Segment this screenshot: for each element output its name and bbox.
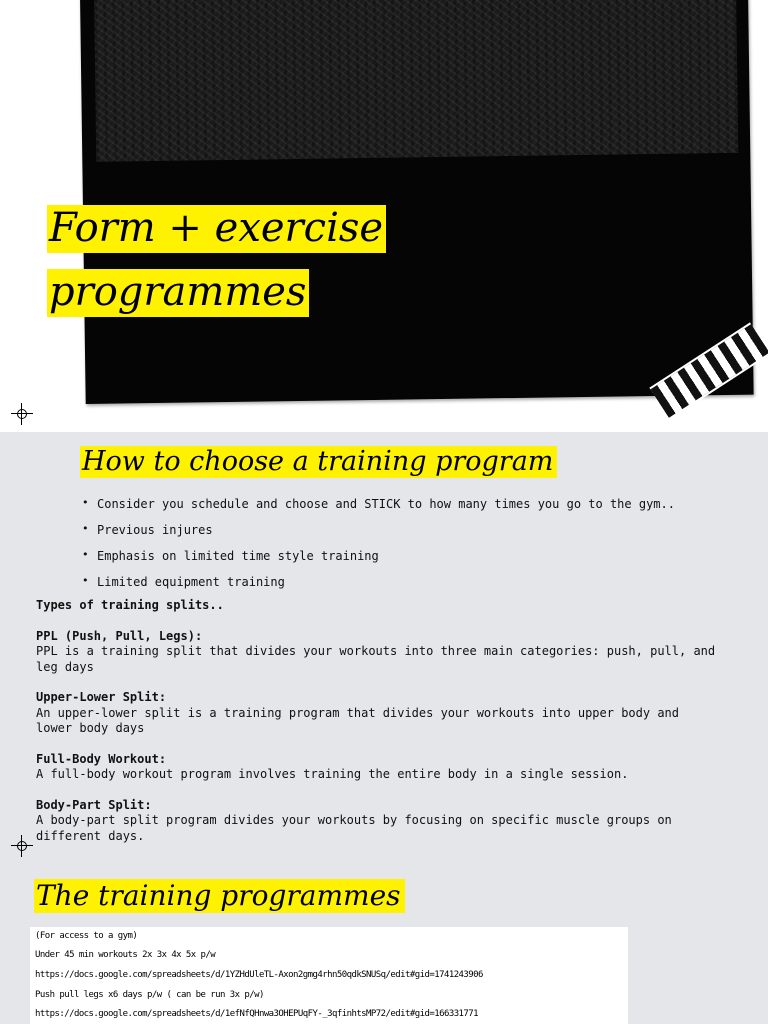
list-item: • Previous injures bbox=[82, 522, 675, 548]
split-name: Full-Body Workout: bbox=[36, 751, 167, 766]
links-box-note: (For access to a gym) bbox=[35, 931, 138, 941]
programme-link[interactable]: https://docs.google.com/spreadsheets/d/1efNfQHnwa3OHEPUqFY-_3qfinhtsMP72/edit#gid=166331771 bbox=[35, 1009, 479, 1019]
training-splits bbox=[36, 598, 716, 859]
crosshair-icon bbox=[11, 835, 33, 857]
title-line-2: programmes bbox=[47, 269, 309, 317]
split-item bbox=[36, 752, 716, 783]
list-item: • Emphasis on limited time style training bbox=[82, 548, 675, 574]
split-description: A full-body workout program involves training the entire body in a single session. bbox=[36, 767, 629, 781]
split-item bbox=[36, 690, 716, 737]
title-slide bbox=[0, 0, 768, 432]
programme-links-box bbox=[30, 927, 628, 1024]
title-line-1: Form + exercise bbox=[47, 205, 386, 253]
content-slide bbox=[0, 432, 768, 1024]
programme-label: Under 45 min workouts 2x 3x 4x 5x p/w bbox=[35, 950, 216, 960]
bullet-list bbox=[82, 496, 675, 600]
split-name: Upper-Lower Split: bbox=[36, 690, 167, 704]
section-heading: How to choose a training program bbox=[80, 444, 557, 480]
split-description: A body-part split program divides your workouts by focusing on specific muscle groups on different days. bbox=[36, 813, 672, 843]
programme-label: Push pull legs x6 days p/w ( can be run 3x p/w) bbox=[35, 990, 264, 1000]
split-name: PPL (Push, Pull, Legs): bbox=[36, 628, 203, 643]
list-item: • Limited equipment training bbox=[82, 574, 675, 600]
split-item bbox=[36, 798, 716, 845]
splits-intro: Types of training splits.. bbox=[36, 598, 224, 612]
gym-mat-texture bbox=[94, 0, 738, 162]
split-name: Body-Part Split: bbox=[36, 797, 152, 812]
split-description: An upper-lower split is a training program that divides your workouts into upper body and lower body days bbox=[36, 705, 679, 735]
programme-link[interactable]: https://docs.google.com/spreadsheets/d/1YZHdUleTL-Axon2gmg4rhn50qdkSNUSq/edit#gid=1741243906 bbox=[35, 970, 483, 980]
list-item: • Consider you schedule and choose and STICK to how many times you go to the gym.. bbox=[82, 496, 675, 522]
split-description: PPL is a training split that divides your workouts into three main categories: push, pull, and leg days bbox=[36, 644, 716, 674]
split-item bbox=[36, 629, 716, 676]
slide-title bbox=[47, 196, 386, 324]
crosshair-icon bbox=[11, 403, 33, 425]
programmes-heading: The training programmes bbox=[34, 877, 405, 915]
